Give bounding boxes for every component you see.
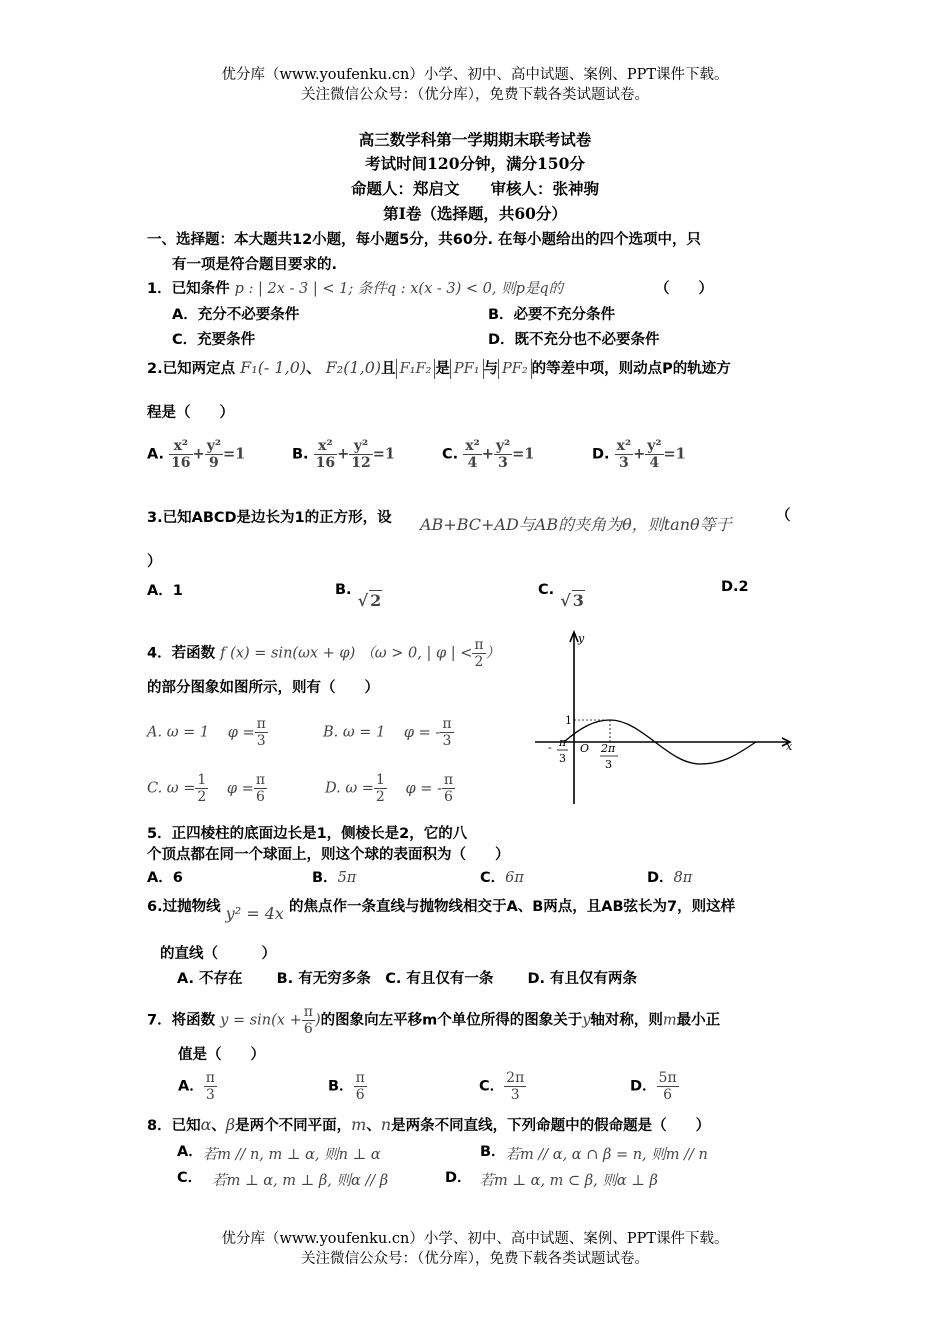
q8-c-label: C． (177, 1170, 203, 1186)
q2-yu: 与 (483, 361, 499, 377)
q4-cond-den: 2 (474, 654, 484, 670)
q6-formula: y² = 4x (225, 904, 284, 923)
q7-d-frac (657, 1070, 679, 1103)
q5-c-value: 6π (505, 870, 524, 886)
q3-option-c (538, 579, 585, 610)
q5-option-d (647, 866, 692, 887)
q3-stem: 3.已知ABCD是边长为1的正方形，设 (147, 510, 392, 526)
q3-option-d: D.2 (721, 579, 749, 595)
q4-func: f (x) = sin(ωx + φ) (220, 645, 356, 662)
two-pi-den: 3 (605, 758, 612, 771)
q3-c-radicand: 3 (572, 591, 584, 610)
q4-c-wden: 2 (197, 789, 207, 805)
q3-c-label: C. (538, 582, 555, 598)
q7-b-den: 6 (355, 1087, 365, 1103)
q7-c-label: C． (479, 1078, 505, 1095)
q8-tail: 是两条不同直线，下列命题中的假命题是（ ） (391, 1118, 711, 1134)
q2-b-frac2 (349, 438, 372, 471)
q8-d-value: 若m ⊥ α, m ⊂ β, 则α ⊥ β (479, 1173, 658, 1189)
q2-a-num1: x² (169, 438, 192, 455)
q4-c-num: π (255, 772, 266, 788)
q7-d-num: 5π (658, 1070, 677, 1086)
q2-b-label: B. (292, 446, 309, 463)
q3-b-radicand: 2 (370, 591, 382, 610)
q2-d-label: D. (592, 446, 610, 463)
q7-func-close: ) (314, 1012, 321, 1029)
q2-c-eq: =1 (512, 445, 535, 463)
exam-authors: 命题人：郑启文 审核人：张神驹 (350, 179, 599, 198)
q7-c-den: 3 (510, 1087, 520, 1103)
section1-line1: 一、选择题：本大题共12小题，每小题5分，共60分. 在每小题给出的四个选项中，只 (147, 232, 701, 248)
q2-c-plus: + (481, 445, 494, 463)
q4-option-b (323, 716, 454, 749)
q4-d-omega: D. ω = (325, 780, 374, 797)
q8-c-value: 若m ⊥ α, m ⊥ β, 则α // β (212, 1173, 389, 1189)
q5-c-label: C． (480, 870, 506, 886)
q4-a-frac (255, 716, 268, 749)
q7-stem (147, 1004, 720, 1037)
q7-b-num: π (355, 1070, 365, 1086)
q8-d-label: D． (445, 1170, 472, 1186)
q2-option-c (442, 438, 534, 471)
q2-b-num1: x² (314, 438, 337, 455)
q2-c-frac2 (494, 438, 512, 471)
q7-a-num: π (205, 1070, 215, 1086)
q4-c-wnum: 1 (197, 772, 207, 788)
q2-option-b (292, 438, 395, 471)
q3-option-a: A．1 (147, 583, 183, 599)
q7-c-num: 2π (506, 1070, 525, 1086)
q2-d-num2: y² (647, 438, 662, 454)
q4-d-den: 6 (444, 789, 453, 805)
q5-b-label: B． (312, 870, 338, 886)
q7-option-b (328, 1070, 367, 1103)
q2-a-den2: 9 (208, 455, 219, 471)
q2-a-frac2 (205, 438, 223, 471)
q7-mid: 的图象向左平移m个单位所得的图象关于 (320, 1012, 583, 1029)
q3-b-root-sign: √ (357, 591, 369, 610)
q4-option-c (147, 772, 267, 805)
q4-cond: （ω > 0, | φ | < (360, 645, 473, 662)
q2-f2: F₂(1,0) (325, 358, 382, 377)
q7-b-label: B． (328, 1078, 354, 1095)
q2-b-frac1 (314, 438, 337, 471)
q8-option-d (445, 1166, 658, 1187)
q7-stem-text: 7．将函数 (147, 1012, 216, 1029)
q8-stem-text: 8．已知 (147, 1118, 201, 1134)
one-label: 1 (565, 714, 572, 727)
q2-pf2: PF₂ (498, 359, 532, 379)
q4-c-den: 6 (255, 789, 265, 805)
q3-b-sqrt (357, 591, 383, 610)
q2-a-num2: y² (206, 438, 221, 454)
q2-c-num1: x² (465, 438, 480, 454)
q2-c-den2: 3 (498, 455, 508, 471)
neg-sign-label: - (548, 741, 552, 754)
q7-func-num: π (303, 1004, 313, 1020)
q4-d-phi: φ = - (405, 780, 442, 797)
q7-m: m (662, 1012, 677, 1029)
q3-paren-open: （ (776, 508, 791, 524)
q6-tail: 的焦点作一条直线与抛物线相交于A、B两点，且AB弦长为7，则这样 (288, 899, 736, 915)
q7-c-frac (504, 1070, 526, 1103)
q2-f1f2: F₁F₂ (396, 359, 436, 379)
q5-option-b (312, 866, 356, 887)
q2-a-eq: =1 (222, 445, 246, 463)
q4-c-frac (254, 772, 267, 805)
q2-c-label: C. (442, 446, 459, 463)
q7-d-label: D． (630, 1078, 657, 1095)
q7-line2: 值是（ ） (178, 1047, 265, 1063)
q4-a-den: 3 (256, 733, 266, 749)
q4-d-wden: 2 (375, 789, 385, 805)
q1-paren: （ ） (655, 281, 713, 297)
y-axis-label: y (578, 632, 585, 645)
exam-title: 高三数学科第一学期期末联考试卷 (358, 130, 592, 149)
q5-option-c (480, 866, 524, 887)
q7-a-label: A． (178, 1078, 204, 1095)
q2-c-den1: 4 (467, 455, 478, 471)
q1-option-a: A．充分不必要条件 (172, 307, 300, 323)
q1-stem-text: 1．已知条件 (147, 281, 230, 297)
q4-stem (147, 637, 500, 670)
q4-a-num: π (256, 716, 266, 732)
q3-formula: AB+BC+AD与AB的夹角为θ，则tanθ等于 (420, 515, 732, 534)
q6-options: A. 不存在 B. 有无穷多条 C. 有且仅有一条 D. 有且仅有两条 (177, 971, 638, 987)
q8-b-value: 若m // α, α ∩ β = n, 则m // n (505, 1147, 708, 1163)
q4-b-frac (440, 716, 453, 749)
q7-func-den: 6 (303, 1021, 313, 1037)
q8-a-value: 若m // n, m ⊥ α, 则n ⊥ α (202, 1147, 381, 1163)
exam-time: 考试时间120分钟，满分150分 (365, 154, 585, 173)
q4-b-num: π (442, 716, 452, 732)
page-header-line2: 关注微信公众号：（优分库），免费下载各类试题试卷。 (301, 87, 649, 103)
q2-b-plus: + (337, 445, 350, 463)
q2-b-den2: 12 (351, 455, 371, 471)
q2-b-eq: =1 (372, 445, 395, 463)
q7-option-a (178, 1070, 217, 1103)
q8-a-label: A． (177, 1144, 203, 1160)
section1-line2: 有一项是符合题目要求的. (172, 257, 338, 273)
q8-sep2: 、 (366, 1118, 381, 1134)
q6-line2: 的直线（ ） (160, 946, 276, 962)
q1-option-b: B．必要不充分条件 (488, 307, 616, 323)
q8-sep: 、 (211, 1118, 226, 1134)
q8-option-a (177, 1140, 381, 1161)
q2-a-den1: 16 (171, 455, 191, 471)
q1-stem (147, 277, 563, 298)
q4-cond-num: π (474, 637, 484, 653)
q2-sep1: 、 (306, 361, 321, 377)
q7-tail: 最小正 (676, 1012, 721, 1029)
q4-b-den: 3 (442, 733, 452, 749)
page-header-line1: 优分库（www.youfenku.cn）小学、初中、高中试题、案例、PPT课件下载。 (221, 67, 729, 83)
q4-c-wfrac (195, 772, 208, 805)
q2-a-frac1 (169, 438, 192, 471)
q2-shi: 是 (435, 361, 450, 377)
q6-stem (147, 895, 736, 923)
q4-b-phi: φ = - (403, 724, 441, 741)
q2-option-a (147, 438, 245, 471)
q5-line2: 个顶点都在同一个球面上，则这个球的表面积为（ ） (147, 847, 510, 863)
q8-b-label: B． (480, 1144, 506, 1160)
q4-c-phi: φ = (226, 780, 254, 797)
q3-b-label: B. (335, 582, 352, 598)
q2-d-eq: =1 (663, 445, 686, 463)
q8-m: m (351, 1115, 367, 1134)
q7-y: y (582, 1012, 591, 1029)
q2-b-num2: y² (349, 438, 372, 455)
q8-alpha: α (200, 1115, 212, 1134)
q4-c-omega: C. ω = (147, 780, 196, 797)
q1-option-c: C．充要条件 (172, 332, 256, 348)
q2-pf1: PF₁ (450, 359, 484, 379)
q1-option-d: D．既不充分也不必要条件 (488, 332, 660, 348)
q7-option-c (479, 1070, 526, 1103)
q7-a-den: 3 (205, 1087, 215, 1103)
q7-func-frac (302, 1004, 315, 1037)
q4-d-wnum: 1 (375, 772, 385, 788)
q8-stem (147, 1114, 710, 1135)
q4-d-wfrac (374, 772, 387, 805)
q7-mid2: 轴对称，则 (590, 1012, 663, 1029)
q2-line2: 程是（ ） (147, 405, 234, 421)
q7-func: y = sin(x + (220, 1012, 302, 1029)
q2-d-num1: x² (616, 438, 632, 454)
q2-c-num2: y² (495, 438, 511, 454)
page-footer-line1: 优分库（www.youfenku.cn）小学、初中、高中试题、案例、PPT课件下载。 (221, 1231, 729, 1247)
q2-d-den2: 4 (649, 455, 660, 471)
q4-d-frac (442, 772, 455, 805)
q7-b-frac (354, 1070, 367, 1103)
q2-b-den1: 16 (315, 455, 336, 471)
q4-sine-graph (530, 626, 800, 806)
q5-line1: 5．正四棱柱的底面边长是1，侧棱长是2，它的八 (147, 826, 468, 842)
q4-option-d (325, 772, 455, 805)
q8-option-b (480, 1140, 708, 1161)
q8-n: n (380, 1115, 392, 1134)
q7-option-d (630, 1070, 679, 1103)
q3-paren-close: ） (147, 554, 162, 570)
q2-stem (147, 357, 731, 379)
q2-a-plus: + (192, 445, 205, 463)
q4-line2: 的部分图象如图所示，则有（ ） (147, 680, 379, 696)
q2-d-den1: 3 (618, 455, 629, 471)
q8-option-c (177, 1166, 388, 1187)
origin-label: O (580, 742, 590, 755)
exam-volume: 第Ⅰ卷（选择题，共60分） (383, 204, 567, 223)
q2-d-plus: + (633, 445, 646, 463)
q4-d-num: π (443, 772, 454, 788)
q5-option-a: A．6 (147, 870, 183, 886)
q8-beta: β (225, 1115, 236, 1134)
q8-mid: 是两个不同平面， (235, 1118, 352, 1134)
q4-cond-frac (472, 637, 485, 670)
q7-a-frac (204, 1070, 217, 1103)
q2-option-d (592, 438, 686, 471)
q4-cond-close: ） (485, 645, 501, 662)
q2-d-frac2 (645, 438, 663, 471)
q5-d-value: 8π (673, 870, 693, 886)
q2-tail: 的等差中项，则动点P的轨迹方 (531, 361, 731, 377)
q2-c-frac1 (463, 438, 481, 471)
q4-a-omega: A. ω = 1 (147, 724, 210, 741)
q2-stem-text: 2.已知两定点 (147, 361, 236, 377)
q3-option-b (335, 579, 382, 610)
page-footer-line2: 关注微信公众号：（优分库），免费下载各类试题试卷。 (301, 1251, 649, 1267)
x-axis-label: x (786, 740, 793, 753)
neg-pi-den: 3 (559, 752, 566, 765)
two-pi-num: 2π (601, 742, 616, 755)
q6-stem-text: 6.过抛物线 (147, 899, 221, 915)
q3-c-root-sign: √ (560, 591, 571, 610)
q2-a-label: A. (147, 446, 164, 463)
q1-formula: p : | 2x - 3 | < 1; 条件q : x(x - 3) < 0, 则p是q的 (234, 281, 564, 297)
q2-d-frac1 (615, 438, 633, 471)
q2-qie: 且 (381, 361, 396, 377)
q5-d-label: D． (647, 870, 674, 886)
q4-a-phi: φ = (227, 724, 255, 741)
q4-option-a (147, 716, 268, 749)
q7-d-den: 6 (663, 1087, 673, 1103)
neg-pi-num: π (559, 736, 567, 749)
q4-stem-text: 4．若函数 (147, 645, 216, 662)
q2-f1: F₁(- 1,0) (240, 358, 307, 377)
q5-b-value: 5π (337, 870, 357, 886)
q3-c-sqrt (559, 591, 585, 610)
q4-b-omega: B. ω = 1 (323, 724, 386, 741)
